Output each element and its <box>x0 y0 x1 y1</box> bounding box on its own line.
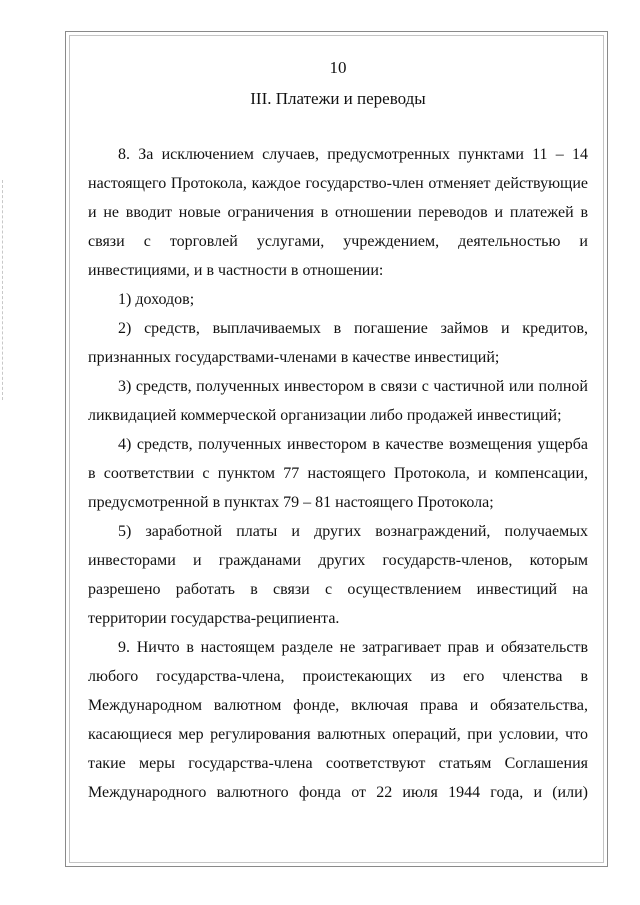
page-number: 10 <box>329 58 347 77</box>
paragraph-9: 9. Ничто в настоящем разделе не затрагивает прав и обязательств любого государства-члена, проистекающих из его членства в Международном валютном фонде, включая права и обязательства, касающиеся мер регулирования валютных операций, при условии, что такие меры государства-члена соответствуют статьям Соглашения Международного валютного фонда от 22 июля 1944 года, и (или) <box>88 639 588 801</box>
list-item-2: 2) средств, выплачиваемых в погашение займов и кредитов, признанных государствами-членами в качестве инвестиций; <box>88 320 588 366</box>
list-item-5: 5) заработной платы и других вознаграждений, получаемых инвесторами и гражданами других государств-членов, которым разрешено работать в связи с осуществлением инвестиций на территории государства-реципиента. <box>88 523 588 627</box>
list-item-1: 1) доходов; <box>118 291 195 308</box>
list-item-4: 4) средств, полученных инвестором в качестве возмещения ущерба в соответствии с пунктом 77 настоящего Протокола, и компенсации, предусмотренной в пунктах 79 – 81 настоящего Протокола; <box>88 436 588 511</box>
paragraph-8: 8. За исключением случаев, предусмотренных пунктами 11 – 14 настоящего Протокола, каждое государство-член отменяет действующие и не вводит новые ограничения в отношении переводов и платежей в связи с торговлей услугами, учреждением, деятельностью и инвестициями, и в частности в отношении: <box>88 146 588 279</box>
scan-margin-line <box>2 180 4 400</box>
list-item-3: 3) средств, полученных инвестором в связи с частичной или полной ликвидацией коммерческой организации либо продажей инвестиций; <box>88 378 588 424</box>
document-body <box>88 56 588 807</box>
section-title: III. Платежи и переводы <box>250 89 426 108</box>
